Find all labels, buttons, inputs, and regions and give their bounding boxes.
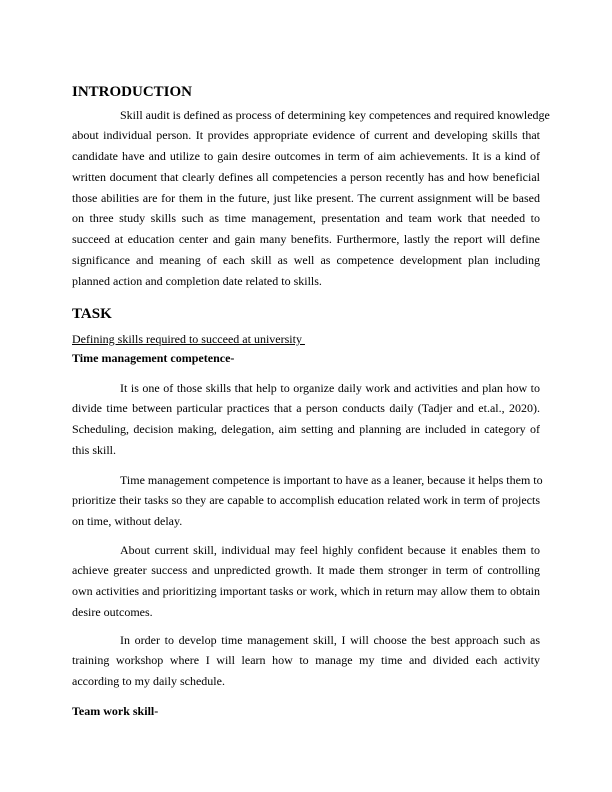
text-line: training workshop where I will learn how to manage my time and divided each activity bbox=[72, 653, 540, 668]
text-line: In order to develop time management skill, I will choose the best approach such as bbox=[120, 632, 540, 647]
paragraph-time-management-importance bbox=[72, 470, 543, 532]
text-line: Skill audit is defined as process of determining key competences and required knowledge bbox=[120, 107, 550, 122]
text-line: on three study skills such as time management, presentation and team work that needed to bbox=[72, 211, 540, 226]
task-subheading: Defining skills required to succeed at university bbox=[72, 332, 305, 346]
text-line: candidate have and utilize to gain desire outcomes in term of aim achievements. It is a kind of bbox=[72, 149, 540, 164]
text-line: about individual person. It provides appropriate evidence of current and developing skills that bbox=[72, 128, 540, 143]
introduction-heading: INTRODUCTION bbox=[72, 84, 193, 100]
paragraph-time-management-confidence bbox=[72, 540, 540, 623]
text-line: significance and meaning of each skill as well as competence development plan including bbox=[72, 252, 540, 267]
text-line: Scheduling, decision making, delegation, aim setting and planning are included in category of bbox=[72, 422, 540, 437]
section-title-team-work: Team work skill- bbox=[72, 704, 159, 718]
text-line: those abilities are for them in the future, just like present. The current assignment will be based bbox=[72, 190, 540, 205]
text-line: prioritize their tasks so they are capable to accomplish education related work in term of projects bbox=[72, 493, 540, 508]
paragraph-time-management-development bbox=[72, 630, 540, 692]
text-line: on time, without delay. bbox=[72, 514, 183, 529]
text-line: It is one of those skills that help to organize daily work and activities and plan how to bbox=[120, 380, 540, 395]
text-line: planned action and completion date related to skills. bbox=[72, 273, 322, 288]
paragraph-time-management-definition bbox=[72, 378, 540, 461]
text-line: succeed at education center and gain many benefits. Furthermore, lastly the report will define bbox=[72, 232, 540, 247]
text-line: this skill. bbox=[72, 442, 117, 457]
task-heading: TASK bbox=[72, 306, 112, 322]
text-line: desire outcomes. bbox=[72, 604, 153, 619]
introduction-paragraph bbox=[72, 105, 550, 292]
section-title-time-management: Time management competence- bbox=[72, 351, 235, 365]
text-line: About current skill, individual may feel highly confident because it enables them to bbox=[120, 542, 540, 557]
text-line: own activities and prioritizing important tasks or work, which in return may allow them to obtain bbox=[72, 584, 540, 599]
text-line: divide time between particular practices that a person conducts daily (Tadjer and et.al., 2020). bbox=[72, 401, 540, 416]
text-line: written document that clearly defines all competencies a person recently has and how beneficial bbox=[72, 169, 540, 184]
text-line: according to my daily schedule. bbox=[72, 674, 225, 689]
text-line: Time management competence is important to have as a leaner, because it helps them to bbox=[120, 472, 543, 487]
text-line: achieve greater success and unpredicted growth. It made them stronger in term of controlling bbox=[72, 563, 540, 578]
